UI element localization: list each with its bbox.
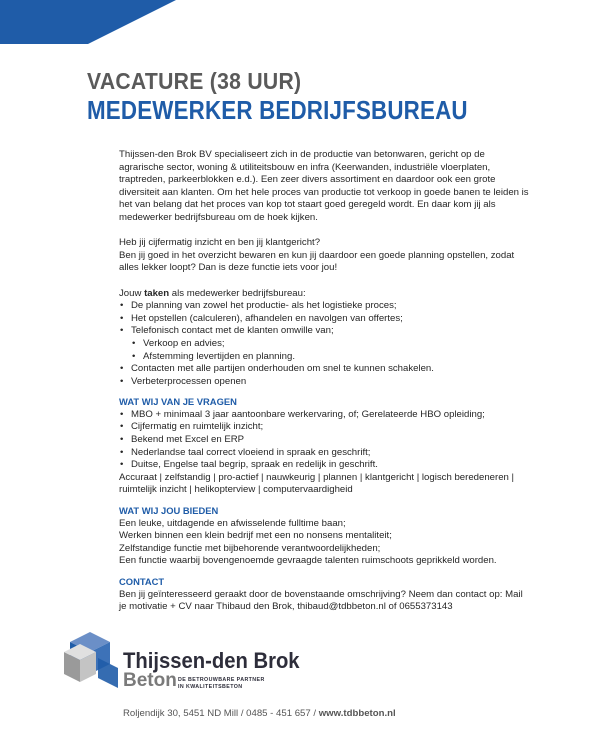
question-1: Heb jij cijfermatig inzicht en ben jij klantgericht? xyxy=(119,237,321,249)
list-item: • Het opstellen (calculeren), afhandelen en navolgen van offertes; xyxy=(119,313,531,326)
offer-line: Een leuke, uitdagende en afwisselende fulltime baan; xyxy=(119,517,346,529)
offer-heading: WAT WIJ JOU BIEDEN xyxy=(119,505,219,517)
contact-heading: CONTACT xyxy=(119,576,165,587)
page-title-line1: VACATURE (38 UUR) xyxy=(87,68,302,94)
logo-name: Thijssen-den Brok xyxy=(123,648,300,673)
footer-address: Roljendijk 30, 5451 ND Mill / 0485 - 451 657 / www.tdbbeton.nl xyxy=(123,708,396,719)
tasks-list xyxy=(119,300,531,388)
list-item: • De planning van zowel het productie- als het logistieke proces; xyxy=(119,300,531,313)
intro-paragraph: Thijssen-den Brok BV specialiseert zich in de productie van betonwaren, gericht op de agrarische sector, woning & utiliteitsbouw en infra (Keerwanden, industriële vloerplaten, traptreden, parkeerblokken e.d.). Een zeer divers assortiment en daardoor ook een grote diversiteit aan klanten. Om het hele proces van productie tot verkoop in goede banen te leiden is het van belang dat het proces van kop tot staart goed geregeld wordt. En daar kom jij als medewerker bedrijfsbureau om de hoek kijken. xyxy=(119,149,529,223)
website-link[interactable]: www.tdbbeton.nl xyxy=(318,708,396,719)
list-item: • Verbeterprocessen openen xyxy=(119,376,531,389)
offer-line: Zelfstandige functie met bijbehorende verantwoordelijkheden; xyxy=(119,542,381,554)
requirements-heading: WAT WIJ VAN JE VRAGEN xyxy=(119,396,237,408)
requirements-list xyxy=(119,409,531,472)
list-item: • Telefonisch contact met de klanten omwille van; xyxy=(119,325,531,338)
list-item: • Verkoop en advies; xyxy=(119,338,531,351)
contact-text: Ben jij geïnteresseerd geraakt door de bovenstaande omschrijving? Neem dan contact op: Mail je motivatie + CV naar Thibaud den Brok, thibaud@tdbbeton.nl of 0655373143 xyxy=(119,588,523,613)
logo-tagline: DE BETROUWBARE PARTNER IN KWALITEITSBETON xyxy=(178,677,265,690)
list-item: • Afstemming levertijden en planning. xyxy=(119,351,531,364)
list-item: • Nederlandse taal correct vloeiend in spraak en geschrift; xyxy=(119,447,531,460)
tasks-intro: Jouw taken als medewerker bedrijfsbureau: xyxy=(119,287,306,299)
list-item: • MBO + minimaal 3 jaar aantoonbare werkervaring, of; Gerelateerde HBO opleiding; xyxy=(119,409,531,422)
list-item: • Cijfermatig en ruimtelijk inzicht; xyxy=(119,421,531,434)
page-title-line2: MEDEWERKER BEDRIJFSBUREAU xyxy=(87,95,468,125)
list-item: • Bekend met Excel en ERP xyxy=(119,434,531,447)
question-2: Ben jij goed in het overzicht bewaren en kun jij daardoor een goede planning opstellen, zodat alles lekker loopt? Dan is deze functie iets voor jou! xyxy=(119,249,515,274)
offer-line: Een functie waarbij bovengenoemde gevraagde talenten ruimschoots geprikkeld worden. xyxy=(119,555,497,567)
list-item: • Duitse, Engelse taal begrip, spraak en redelijk in geschrift. xyxy=(119,459,531,472)
corner-decoration xyxy=(0,0,176,44)
vacancy-body xyxy=(119,149,531,614)
logo-sub: Beton xyxy=(123,670,177,691)
list-item: • Contacten met alle partijen onderhouden om snel te kunnen schakelen. xyxy=(119,363,531,376)
skills-line: Accuraat | zelfstandig | pro-actief | nauwkeurig | plannen | klantgericht | logisch beredeneren | ruimtelijk inzicht | helikopterview | computervaardigheid xyxy=(119,471,515,496)
offer-line: Werken binnen een klein bedrijf met een no nonsens mentaliteit; xyxy=(119,530,392,542)
tasks-bold-word: taken xyxy=(144,287,170,299)
